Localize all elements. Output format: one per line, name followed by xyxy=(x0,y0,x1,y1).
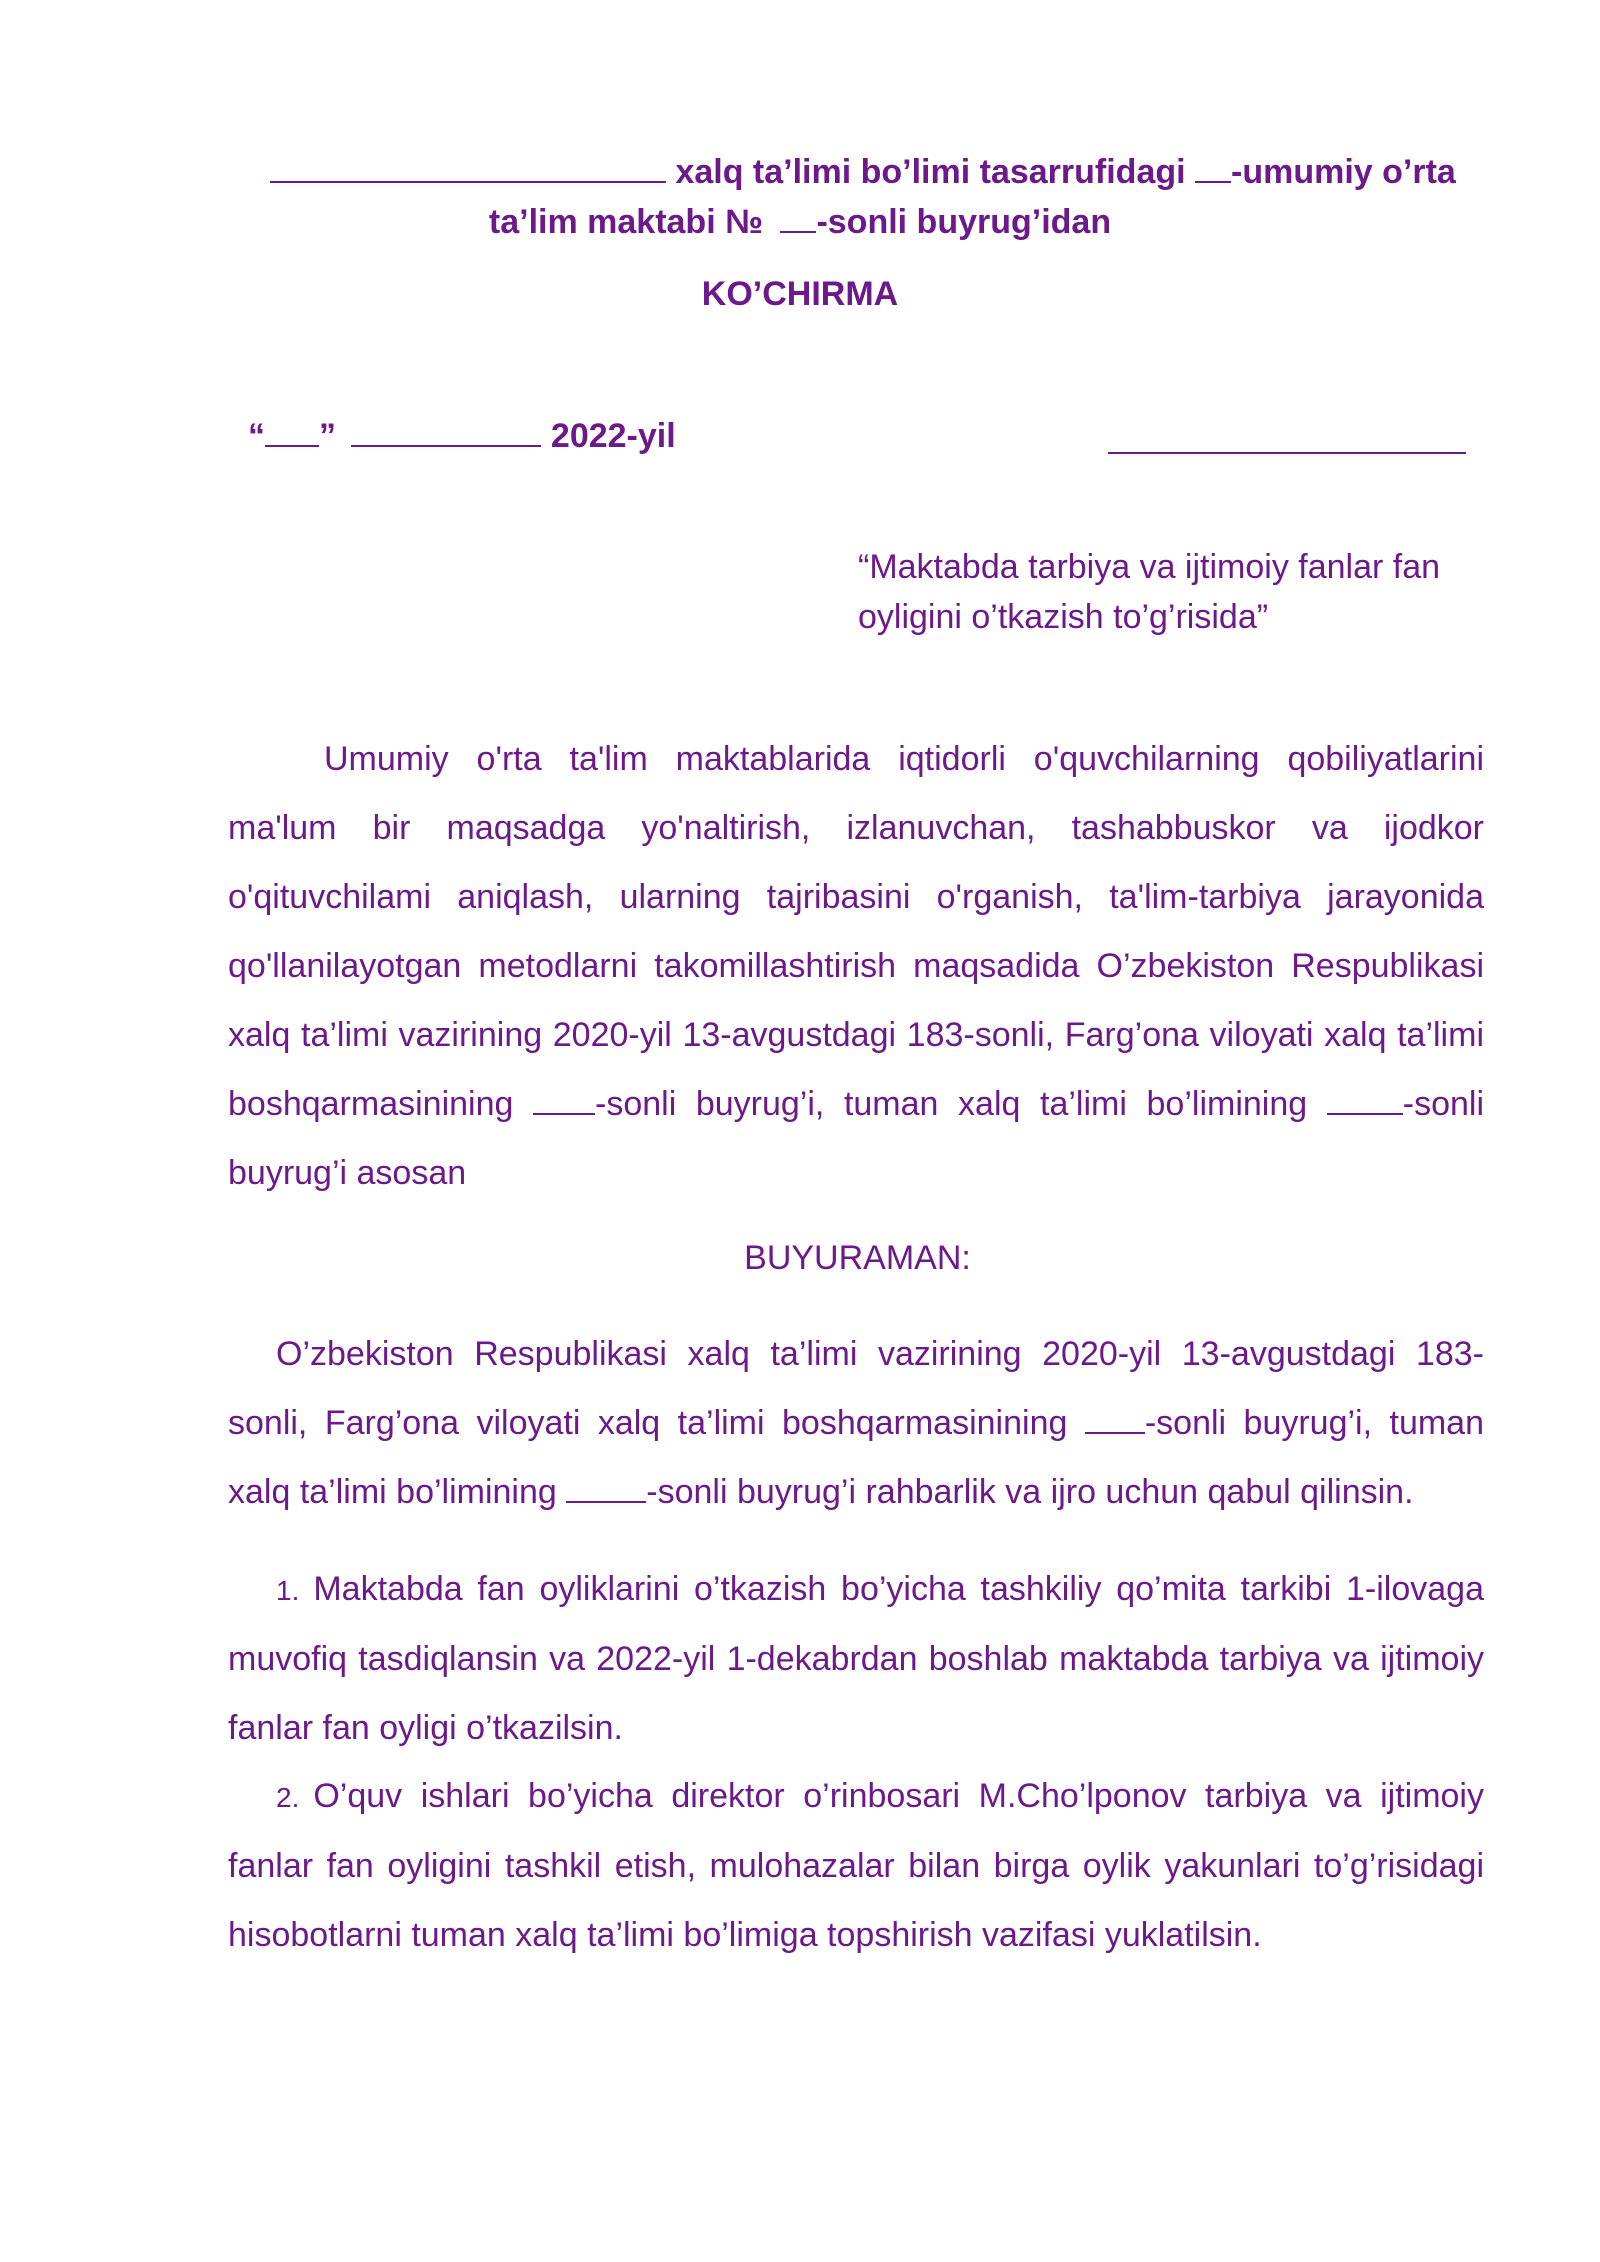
order-intro-part-3: -sonli buyrug’i rahbarlik va ijro uchun qabul qilinsin. xyxy=(646,1473,1414,1511)
item-1-text: Maktabda fan oyliklarini o’tkazish bo’yicha tashkiliy qo’mita tarkibi 1-ilovaga muvofiq tasdiqlansin va 2022-yil 1-dekabrdan boshlab maktabda tarbiya va ijtimoiy fanlar fan oyligi o’tkazilsin. xyxy=(228,1570,1484,1747)
item-2-text: O’quv ishlari bo’yicha direktor o’rinbosari M.Cho’lponov tarbiya va ijtimoiy fanlar fan oyligini tashkil etish, mulohazalar bilan birga oylik yakunlari to’g’risidagi hisobotlarni tuman xalq ta’limi bo’limiga topshirish vazifasi yuklatilsin. xyxy=(228,1777,1484,1954)
header-line-2 xyxy=(150,200,1450,244)
order-heading: BUYURAMAN: xyxy=(744,1239,971,1277)
item-1-number: 1. xyxy=(276,1575,300,1606)
preamble-part-2: -sonli buyrug’i, tuman xalq ta’limi bo’limining xyxy=(595,1085,1327,1123)
date-close-quote: ” xyxy=(319,417,336,455)
document-title: KO’CHIRMA xyxy=(701,275,899,313)
order-item-2 xyxy=(228,1762,1484,1970)
order-intro-part-1: O’zbekiston Respublikasi xalq ta’limi vazirining 2020-yil 13-avgustdagi 183-sonli, Farg’ona viloyati xalq ta’limi boshqarmasinining xyxy=(228,1335,1484,1442)
header-line-2-end: -sonli buyrug’idan xyxy=(816,203,1112,241)
school-number-blank xyxy=(1195,151,1231,183)
district-order-blank xyxy=(1327,1083,1403,1115)
date-year: 2022-yil xyxy=(550,417,676,455)
date-open-quote: “ xyxy=(248,417,265,455)
preamble-part-1: Umumiy o'rta ta'lim maktablarida iqtidorli o'quvchilarning qobiliyatlarini ma'lum bir maqsadga yo'naltirish, izlanuvchan, tashabbuskor va ijodkor o'qituvchilami aniqlash, ularning tajribasini o'rganish, ta'lim-tarbiya jarayonida qo'llanilayotgan metodlarni takomillashtirish maqsadida O’zbekiston Respublikasi xalq ta’limi vazirining 2020-yil 13-avgustdagi 183-sonli, Farg’ona viloyati xalq ta’limi boshqarmasinining xyxy=(228,740,1484,1123)
order-number-blank xyxy=(780,201,816,233)
order-item-1 xyxy=(228,1555,1484,1763)
preamble-paragraph xyxy=(228,725,1484,1208)
item-2-number: 2. xyxy=(276,1782,300,1813)
header-line-1-text: xalq ta’limi bo’limi tasarrufidagi xyxy=(666,153,1196,191)
place-blank-line xyxy=(1108,414,1466,454)
subject-line-2: oyligini o’tkazish to’g’risida” xyxy=(858,598,1269,636)
month-blank xyxy=(351,415,541,447)
header-line-2-start: ta’lim maktabi № xyxy=(488,203,773,241)
intro-region-order-blank xyxy=(1085,1402,1145,1434)
preamble-part-3: -sonli buyrug’i asosan xyxy=(228,1085,1484,1192)
district-blank xyxy=(270,151,666,183)
day-blank xyxy=(265,415,319,447)
order-intro-part-2: -sonli buyrug’i, tuman xalq ta’limi bo’limining xyxy=(228,1404,1484,1511)
header-line-1 xyxy=(270,150,1456,194)
header-line-1-end: -umumiy o’rta xyxy=(1231,153,1456,191)
order-subject xyxy=(858,542,1478,642)
intro-district-order-blank xyxy=(566,1471,646,1503)
subject-line-1: “Maktabda tarbiya va ijtimoiy fanlar fan xyxy=(858,548,1441,586)
date-line xyxy=(248,414,676,458)
order-intro-paragraph xyxy=(228,1320,1484,1527)
region-order-blank xyxy=(533,1083,595,1115)
